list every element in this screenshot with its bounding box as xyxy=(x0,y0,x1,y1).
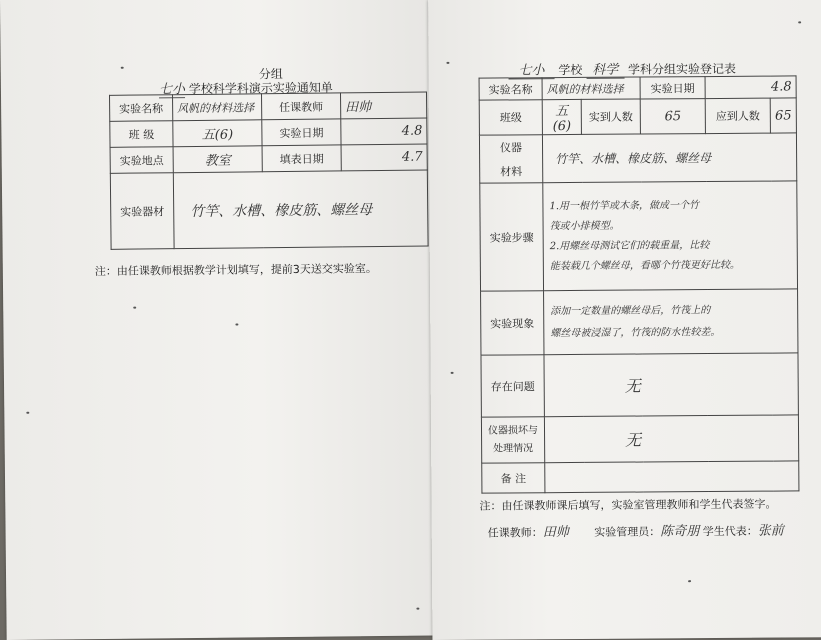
sig-teacher: 田帅 xyxy=(542,525,569,541)
heading-school: 七小 xyxy=(158,82,186,98)
phenomenon-line: 螺丝母被浸湿了，竹筏的防水性较差。 xyxy=(550,326,721,339)
sig-admin-label: 实验管理员： xyxy=(594,525,661,539)
steps-line: 能装载几个螺丝母，看哪个竹筏更好比较。 xyxy=(549,259,740,272)
value-issues: 无 xyxy=(544,353,798,417)
speck xyxy=(235,324,238,326)
label-damage-line1: 仪器损坏与 xyxy=(487,424,539,437)
heading-mid: 学校 xyxy=(558,62,583,78)
label-instruments-line2: 材料 xyxy=(500,164,523,178)
value-damage: 无 xyxy=(544,415,798,463)
value-equipment: 竹竿、水槽、橡皮筋、螺丝母 xyxy=(173,170,428,249)
value-expected: 65 xyxy=(770,98,796,133)
sig-teacher-label: 任课教师： xyxy=(487,526,543,540)
value-fill-date: 4.7 xyxy=(341,144,427,171)
phenomenon-line: 添加一定数量的螺丝母后，竹筏上的 xyxy=(550,304,711,317)
value-present: 65 xyxy=(640,99,705,134)
label-teacher: 任课教师 xyxy=(261,93,340,120)
heading-text: 学校科学科演示实验通知单 xyxy=(188,80,333,97)
notice-table xyxy=(109,92,429,250)
label-class: 班 级 xyxy=(110,121,173,148)
label-remarks: 备 注 xyxy=(482,463,545,493)
label-instruments xyxy=(479,135,542,183)
register-footnote: 注：由任课教师课后填写，实验室管理教师和学生代表签字。 xyxy=(479,497,777,513)
value-teacher: 田帅 xyxy=(340,92,426,119)
speck xyxy=(446,62,449,64)
label-instruments-line1: 仪器 xyxy=(499,140,523,155)
value-remarks xyxy=(545,461,799,493)
label-equipment: 实验器材 xyxy=(110,173,174,250)
speck xyxy=(416,608,419,610)
register-table xyxy=(479,75,800,493)
value-exp-name: 风帆的材料选择 xyxy=(542,77,640,100)
value-exp-date: 4.8 xyxy=(341,118,427,145)
value-phenomenon xyxy=(544,289,798,355)
label-exp-name: 实验名称 xyxy=(479,78,542,100)
label-location: 实验地点 xyxy=(110,147,173,174)
steps-line: 筏或小排模型。 xyxy=(549,220,620,232)
speck xyxy=(451,372,454,374)
sig-student: 张前 xyxy=(757,523,784,539)
label-steps: 实验步骤 xyxy=(480,183,544,291)
notice-footnote: 注：由任课教师根据教学计划填写，提前3天送交实验室。 xyxy=(94,262,377,279)
speck xyxy=(121,67,124,69)
value-location: 教室 xyxy=(173,146,262,173)
value-class: 五(6) xyxy=(173,120,262,147)
sig-admin: 陈奇朋 xyxy=(660,524,700,540)
value-steps xyxy=(543,181,798,291)
sig-student-label: 学生代表： xyxy=(702,524,758,539)
label-phenomenon: 实验现象 xyxy=(481,291,544,355)
speck xyxy=(798,21,801,23)
value-exp-name: 风帆的材料选择 xyxy=(173,94,262,121)
speck xyxy=(688,580,691,582)
label-present: 实到人数 xyxy=(581,99,640,134)
heading-subject: 科学 xyxy=(586,63,624,79)
label-exp-date: 实验日期 xyxy=(640,77,705,99)
label-exp-name: 实验名称 xyxy=(110,95,173,122)
value-exp-date: 4.8 xyxy=(705,76,796,99)
signature-line xyxy=(488,520,784,541)
heading-note: 分组 xyxy=(258,67,283,82)
label-exp-date: 实验日期 xyxy=(262,119,341,146)
steps-line: 2.用螺丝母测试它们的载重量，比较 xyxy=(549,239,710,252)
register-sheet xyxy=(428,0,821,640)
label-damage xyxy=(481,417,544,463)
speck xyxy=(133,307,136,309)
label-class: 班级 xyxy=(479,100,542,135)
value-instruments: 竹竿、水槽、橡皮筋、螺丝母 xyxy=(542,133,796,183)
heading-school: 七小 xyxy=(508,63,554,79)
label-damage-line2: 处理情况 xyxy=(493,442,534,455)
speck xyxy=(26,412,29,414)
label-expected: 应到人数 xyxy=(705,98,770,133)
label-fill-date: 填表日期 xyxy=(262,145,341,172)
label-issues: 存在问题 xyxy=(481,355,544,417)
steps-line: 1.用一根竹竿或木条，做成一个竹 xyxy=(549,199,700,212)
value-class: 五(6) xyxy=(542,99,581,134)
heading-text: 学科分组实验登记表 xyxy=(627,61,737,77)
